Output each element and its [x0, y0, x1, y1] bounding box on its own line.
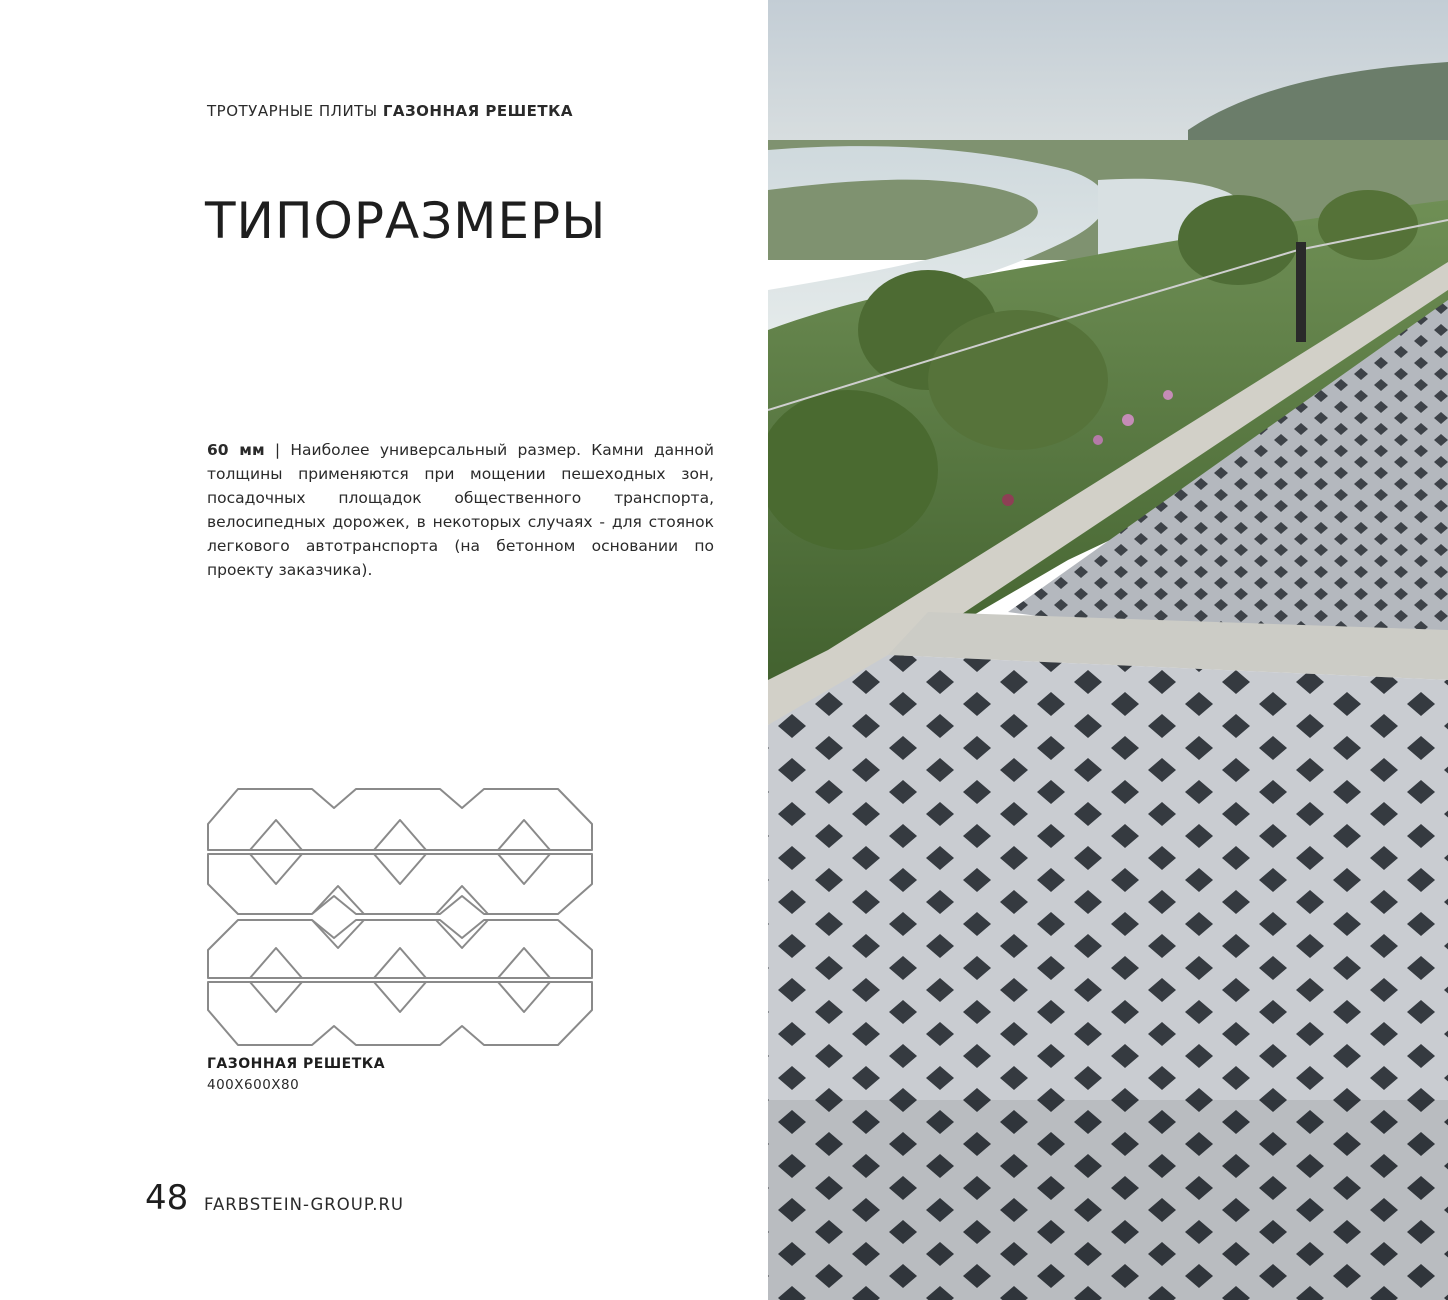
product-dimensions: 400X600X80 — [207, 1077, 300, 1093]
paver-hole — [374, 820, 426, 850]
description-size: 60 мм — [207, 441, 265, 459]
paver-hole — [250, 948, 302, 978]
product-name: ГАЗОННАЯ РЕШЕТКА — [207, 1056, 386, 1072]
page-number: 48 — [145, 1178, 189, 1218]
paver-hole — [250, 982, 302, 1012]
breadcrumb-product: ГАЗОННАЯ РЕШЕТКА — [382, 102, 574, 120]
paver-hole — [498, 820, 550, 850]
lawn-grid-pattern-drawing — [206, 786, 594, 1048]
paver-hole — [498, 854, 550, 884]
description-separator: | — [264, 441, 291, 459]
landscape-photo — [768, 0, 1448, 1300]
paver-hole — [250, 854, 302, 884]
page-title: ТИПОРАЗМЕРЫ — [205, 192, 607, 250]
paver-hole — [498, 982, 550, 1012]
paver-outline — [208, 982, 592, 1045]
paver-hole — [250, 820, 302, 850]
photo-illustration — [768, 0, 1448, 1300]
description-text: Наиболее универсальный размер. Камни данной толщины применяются при мощении пешеходных зон, посадочных площадок общественного транспорта, велосипедных дорожек, в некоторых случаях - для стоянок легкового автотранспорта (на бетонном основании по проекту заказчика). — [207, 441, 714, 579]
paver-hole — [498, 948, 550, 978]
breadcrumb — [207, 102, 573, 120]
breadcrumb-category: ТРОТУАРНЫЕ ПЛИТЫ — [207, 102, 378, 120]
website-url: FARBSTEIN-GROUP.RU — [204, 1195, 404, 1214]
paver-hole — [374, 982, 426, 1012]
description-paragraph — [207, 438, 714, 582]
railing-post — [1296, 242, 1306, 342]
paver-hole — [374, 854, 426, 884]
paver-hole — [374, 948, 426, 978]
